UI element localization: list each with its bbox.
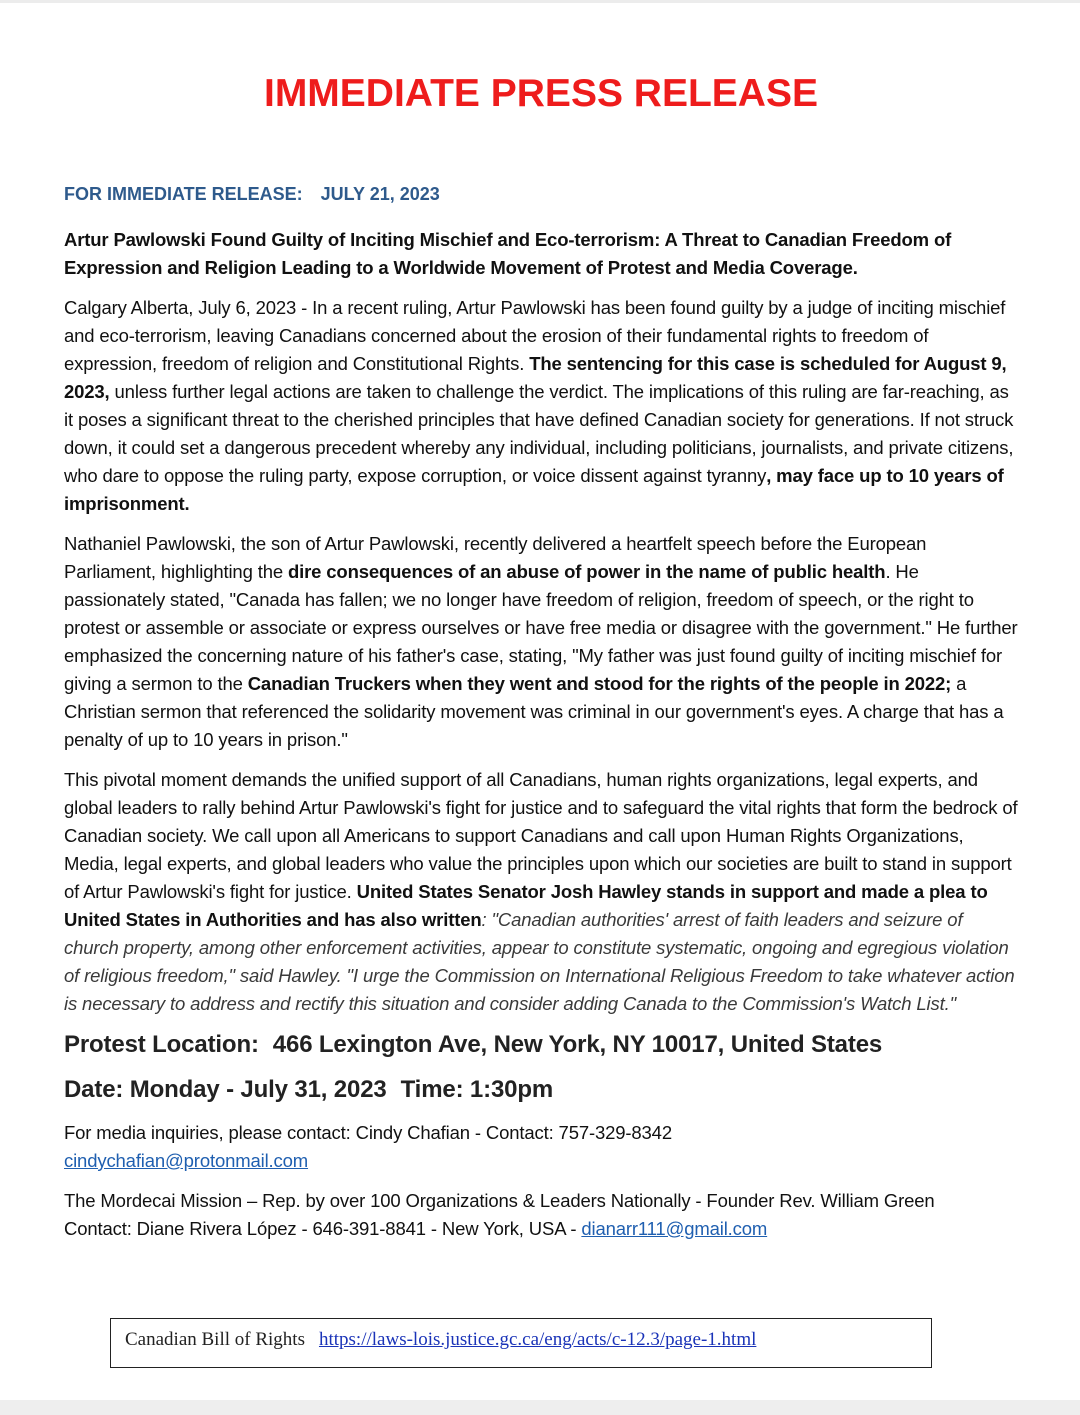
mission-line-2: Contact: Diane Rivera López - 646-391-8841 - New York, USA - — [64, 1218, 582, 1239]
protest-location — [64, 1030, 1018, 1060]
mission-line-1: The Mordecai Mission – Rep. by over 100 Organizations & Leaders Nationally - Founder Rev. William Green — [64, 1190, 935, 1211]
release-date-line — [64, 184, 440, 205]
protest-date-time — [64, 1075, 1018, 1105]
page-title: IMMEDIATE PRESS RELEASE — [263, 72, 819, 115]
protest-location-address: 466 Lexington Ave, New York, NY 10017, United States — [272, 1031, 883, 1058]
paragraph-nathaniel-text-c: . He passionately stated, "Canada has fallen; we no longer have freedom of religion, freedom of speech, or the right to protest or assemble or associate or express ourselves or have free media or disagree with the government." He further emphasized the concerning nature of his father's case, stating, "My father was just found guilty of inciting mischief for giving a sermon to the — [64, 561, 1018, 694]
mission-contact — [64, 1187, 1018, 1243]
paragraph-support-bold-hawley: United States Senator Josh Hawley stands in support and made a plea to United States in Authorities and has also written — [64, 881, 988, 930]
media-contact-text: For media inquiries, please contact: Cindy Chafian - Contact: 757-329-8342 — [64, 1122, 672, 1143]
protest-date: Date: Monday - July 31, 2023 — [64, 1076, 387, 1103]
hawley-quote: : "Canadian authorities' arrest of faith leaders and seizure of church property, among other enforcement activities, appear to constitute systematic, ongoing and egregious violation of religious freedom," said Hawley. "I urge the Commission on International Religious Freedom to take whatever action is necessary to address and rectify this situation and consider adding Canada to the Commission's Watch List." — [64, 909, 1015, 1014]
headline: Artur Pawlowski Found Guilty of Inciting Mischief and Eco-terrorism: A Threat to Canadian Freedom of Expression and Religion Leading to a Worldwide Movement of Protest and Media Coverage. — [64, 229, 952, 278]
bill-of-rights-box — [110, 1318, 932, 1368]
media-contact — [64, 1119, 1018, 1175]
mission-email-link[interactable]: dianarr111@gmail.com — [581, 1218, 768, 1239]
bill-of-rights-label: Canadian Bill of Rights — [125, 1329, 305, 1350]
page-bottom-band — [0, 1400, 1080, 1415]
page-top-edge — [0, 0, 1080, 3]
paragraph-ruling-bold-sentencing: The sentencing for this case is scheduled for August 9, 2023, — [64, 353, 1007, 402]
protest-location-label: Protest Location: — [64, 1031, 259, 1058]
paragraph-nathaniel — [64, 530, 1018, 754]
paragraph-nathaniel-text-a: Nathaniel Pawlowski, the son of Artur Pawlowski, recently delivered a heartfelt speech before the European Parliament, highlighting the — [64, 533, 927, 582]
release-label: FOR IMMEDIATE RELEASE: — [64, 184, 303, 204]
paragraph-ruling — [64, 294, 1018, 518]
paragraph-nathaniel-text-e: a Christian sermon that referenced the solidarity movement was criminal in our government's eyes. A charge that has a penalty of up to 10 years in prison." — [64, 673, 1004, 750]
paragraph-nathaniel-bold-consequences: dire consequences of an abuse of power in the name of public health — [287, 561, 886, 582]
paragraph-support — [64, 766, 1018, 1018]
bill-of-rights-link[interactable]: https://laws-lois.justice.gc.ca/eng/acts/c-12.3/page-1.html — [318, 1329, 757, 1350]
paragraph-nathaniel-bold-truckers: Canadian Truckers when they went and stood for the rights of the people in 2022; — [247, 673, 952, 694]
protest-time: Time: 1:30pm — [400, 1076, 554, 1103]
paragraph-ruling-bold-penalty: , may face up to 10 years of imprisonment. — [64, 465, 1004, 514]
release-date: JULY 21, 2023 — [320, 184, 440, 204]
paragraph-ruling-text-a: Calgary Alberta, July 6, 2023 - In a recent ruling, Artur Pawlowski has been found guilty by a judge of inciting mischief and eco-terrorism, leaving Canadians concerned about the erosion of their fundamental rights to freedom of expression, freedom of religion and Constitutional Rights. — [64, 297, 1006, 374]
media-email-link[interactable]: cindychafian@protonmail.com — [64, 1150, 309, 1171]
paragraph-ruling-text-c: unless further legal actions are taken to challenge the verdict. The implications of this ruling are far-reaching, as it poses a significant threat to the cherished principles that have defined Canadian society for generations. If not struck down, it could set a dangerous precedent whereby any individual, including politicians, journalists, and private citizens, who dare to oppose the ruling party, expose corruption, or voice dissent against tyranny — [64, 381, 1014, 486]
press-release-body — [64, 226, 1018, 1255]
paragraph-support-text-a: This pivotal moment demands the unified support of all Canadians, human rights organizations, legal experts, and global leaders to rally behind Artur Pawlowski's fight for justice and to safeguard the vital rights that form the bedrock of Canadian society. We call upon all Americans to support Canadians and call upon Human Rights Organizations, Media, legal experts, and global leaders who value the principles upon which our societies are built to stand in support of Artur Pawlowski's fight for justice. — [64, 769, 1018, 902]
